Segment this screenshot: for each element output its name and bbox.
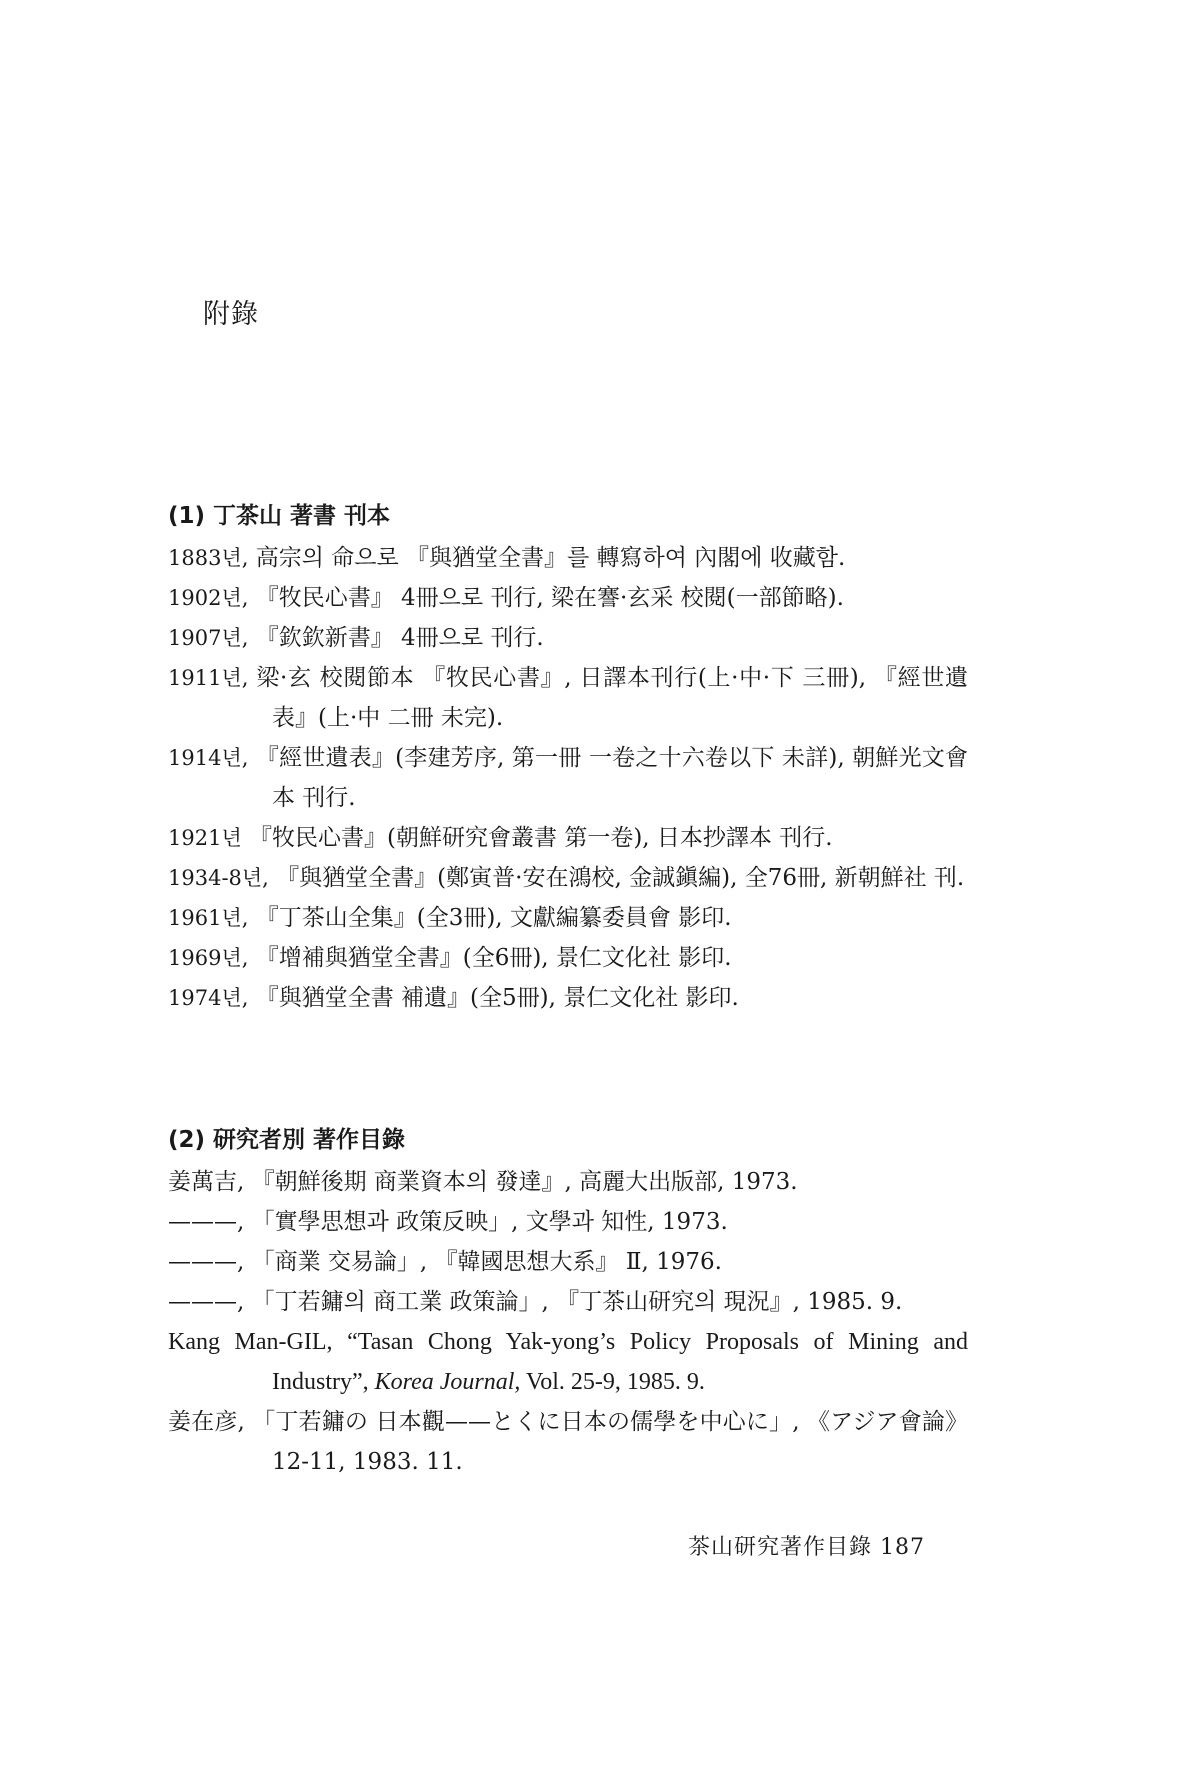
- entry-author: 姜萬吉,: [168, 1169, 245, 1195]
- edition-entry: [168, 898, 968, 938]
- entry-text: 『欽欽新書』 4冊으로 刊行.: [248, 625, 544, 651]
- entry-year: 1911년,: [168, 666, 249, 690]
- entry-author: ———,: [168, 1289, 245, 1315]
- entry-text: 『經世遺表』(李建芳序, 第一冊 一卷之十六卷以下 未詳), 朝鮮光文會本 刊行.: [248, 745, 968, 811]
- entry-text: 『與猶堂全書 補遺』(全5冊), 景仁文化社 影印.: [248, 985, 739, 1011]
- entry-text: 高宗의 命으로 『與猶堂全書』를 轉寫하여 內閣에 收藏함.: [248, 545, 846, 571]
- entry-text: 梁·玄 校閱節本 『牧民心書』, 日譯本刊行(上·中·下 三冊), 『經世遺表』(上·中 二冊 未完).: [248, 665, 968, 731]
- bibliography-entry: [168, 1242, 968, 1282]
- entry-text: 「丁若鏞의 商工業 政策論」, 『丁茶山研究의 現況』, 1985. 9.: [244, 1289, 903, 1315]
- edition-entry: [168, 658, 968, 738]
- entry-year: 1914년,: [168, 746, 249, 770]
- entry-year: 1934-8년,: [168, 866, 269, 890]
- entry-year: 1883년,: [168, 546, 249, 570]
- appendix-label: 附錄: [203, 299, 259, 330]
- edition-entry: [168, 978, 968, 1018]
- entry-year: 1969년,: [168, 946, 249, 970]
- entry-year: 1974년,: [168, 986, 249, 1010]
- entry-text: 『與猶堂全書』(鄭寅普·安在鴻校, 金誠鎭編), 全76冊, 新朝鮮社 刊.: [268, 865, 965, 891]
- entry-author: ———,: [168, 1249, 245, 1275]
- entry-text: 「丁若鏞の 日本觀——とくに日本の儒學を中心に」, 《アジア會論》 12-11, 1983. 11.: [244, 1409, 969, 1475]
- edition-entry: [168, 938, 968, 978]
- bibliography-entry: [168, 1282, 968, 1322]
- entry-text: 『增補與猶堂全書』(全6冊), 景仁文化社 影印.: [248, 945, 732, 971]
- bibliography-entry: [168, 1162, 968, 1202]
- entry-text: 『牧民心書』(朝鮮研究會叢書 第一卷), 日本抄譯本 刊行.: [241, 825, 833, 851]
- section-editions: [168, 496, 968, 1018]
- entry-text: 『丁茶山全集』(全3冊), 文獻編纂委員會 影印.: [248, 905, 732, 931]
- page-footer: [688, 1530, 925, 1561]
- entry-year: 1907년,: [168, 626, 249, 650]
- section-bibliography: [168, 1120, 968, 1482]
- entry-author: ———,: [168, 1209, 245, 1235]
- edition-entry: [168, 818, 968, 858]
- section-heading: (1) 丁茶山 著書 刊本: [168, 503, 391, 529]
- edition-entry: [168, 858, 968, 898]
- bibliography-entry-english: [168, 1322, 968, 1402]
- edition-entry: [168, 538, 968, 578]
- edition-entry: [168, 738, 968, 818]
- entry-text: Vol. 25-9, 1985. 9.: [520, 1369, 705, 1395]
- entry-text: 「商業 交易論」, 『韓國思想大系』 Ⅱ, 1976.: [244, 1249, 722, 1275]
- entry-text: 「實學思想과 政策反映」, 文學과 知性, 1973.: [244, 1209, 728, 1235]
- entry-text: 『朝鮮後期 商業資本의 發達』, 高麗大出版部, 1973.: [244, 1169, 798, 1195]
- journal-title: Korea Journal,: [374, 1369, 521, 1395]
- edition-entry: [168, 618, 968, 658]
- entry-text: 『牧民心書』 4冊으로 刊行, 梁在謇·玄采 校閱(一部節略).: [248, 585, 844, 611]
- entry-author: 姜在彦,: [168, 1409, 245, 1435]
- entry-text: Kang Man-GIL, “Tasan Chong Yak-yong’s Policy Proposals of Mining and Industry”,: [168, 1329, 968, 1395]
- running-title: 茶山研究著作目錄: [687, 1535, 872, 1560]
- bibliography-entry: [168, 1402, 968, 1482]
- bibliography-entry: [168, 1202, 968, 1242]
- entry-year: 1961년,: [168, 906, 249, 930]
- page-number: 187: [880, 1535, 925, 1560]
- entry-year: 1921년: [168, 826, 242, 850]
- edition-entry: [168, 578, 968, 618]
- entry-year: 1902년,: [168, 586, 249, 610]
- section-heading: (2) 研究者別 著作目錄: [168, 1127, 406, 1153]
